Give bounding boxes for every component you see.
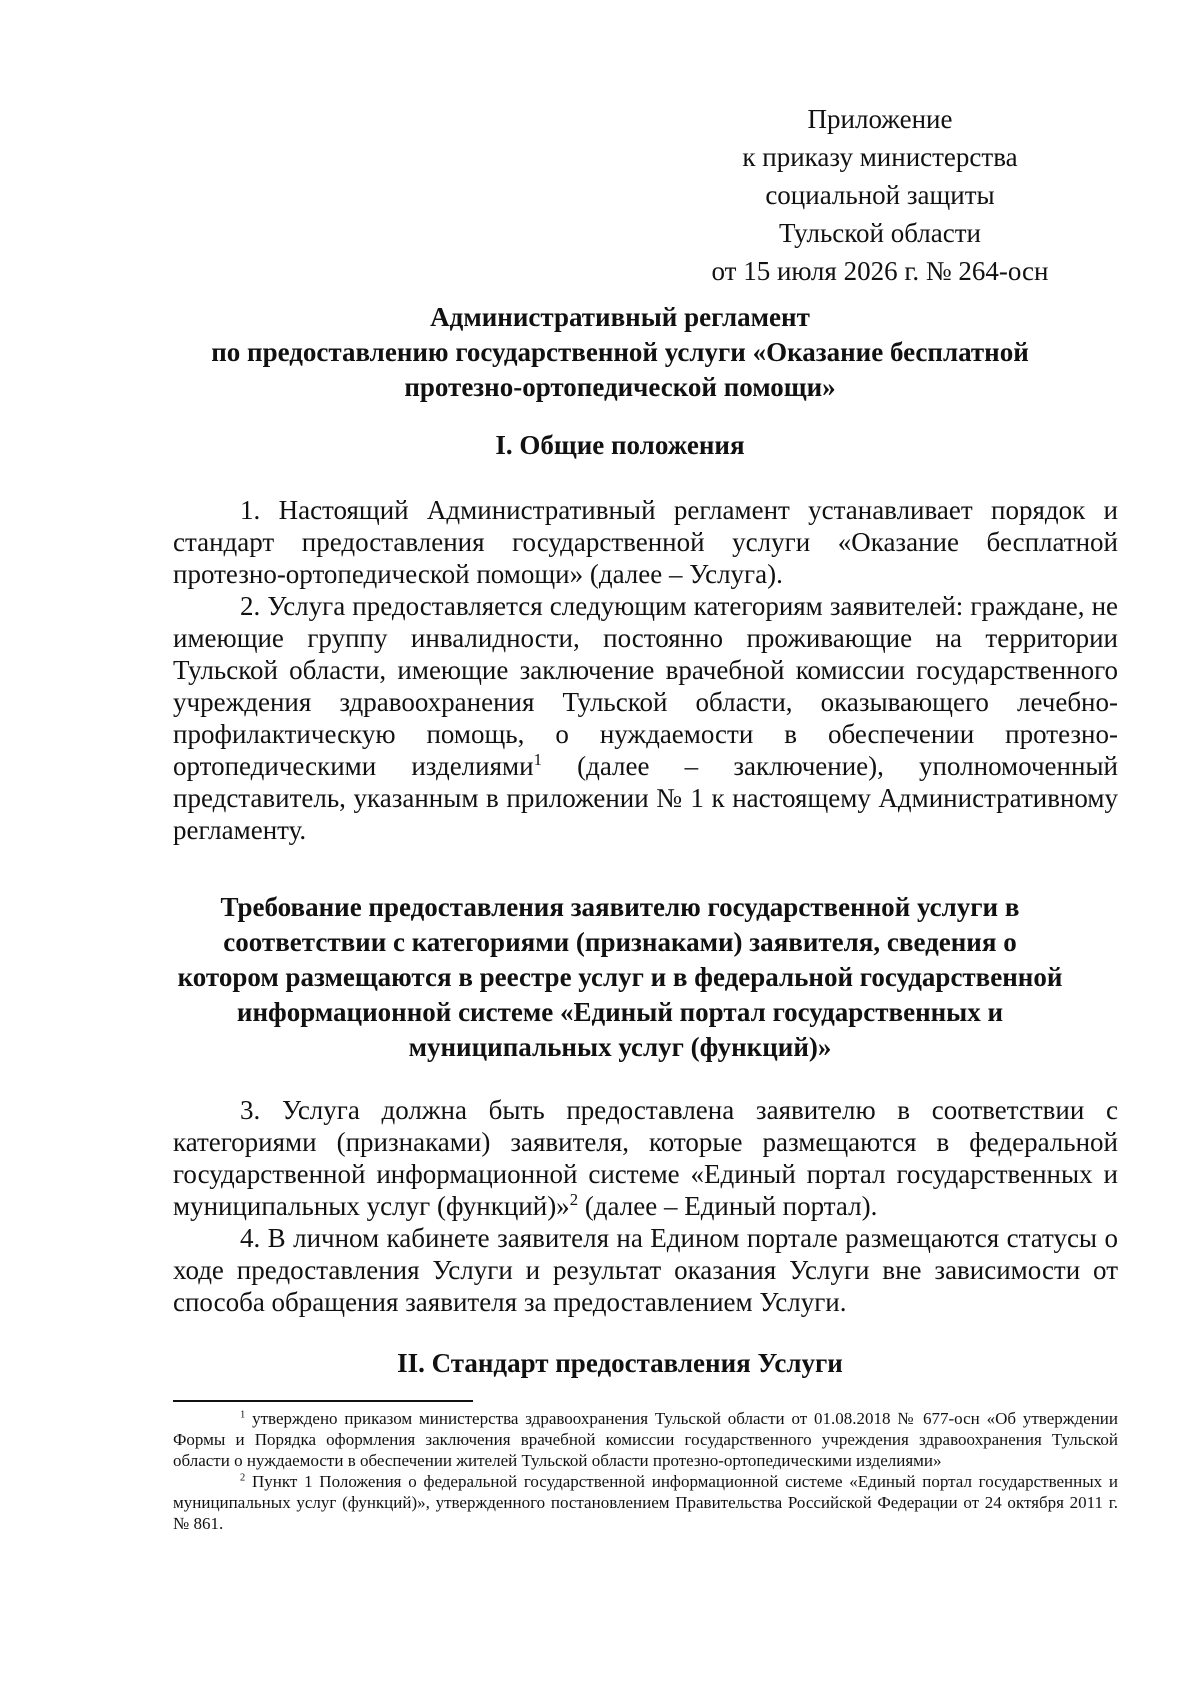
- requirement-heading-line: котором размещаются в реестре услуг и в федеральной государственной: [177, 962, 1063, 992]
- annex-header: [640, 100, 1120, 290]
- requirement-heading-line: муниципальных услуг (функций)»: [408, 1032, 832, 1062]
- footnote-1-text: утверждено приказом министерства здравоохранения Тульской области от 01.08.2018 № 677-осн «Об утверждении Формы и Порядка оформления заключения врачебной комиссии государственного учреждения здравоохранения Тульской области о нуждаемости в обеспечении жителей Тульской области протезно-ортопедическими изделиями»: [173, 1409, 1118, 1470]
- annex-line: социальной защиты: [765, 180, 995, 210]
- annex-date-number: от 15 июля 2026 г. № 264-осн: [711, 256, 1049, 286]
- paragraph-3-tail: (далее – Единый портал).: [578, 1191, 878, 1221]
- paragraph-2-tail: (далее – заключение), уполномоченный представитель, указанным в приложении № 1 к настоящему Административному регламенту.: [173, 751, 1118, 845]
- footnotes: [173, 1408, 1118, 1534]
- title-line: Административный регламент: [430, 302, 810, 332]
- footnote-divider: [173, 1400, 473, 1402]
- title-line: по предоставлению государственной услуги «Оказание бесплатной: [211, 337, 1029, 367]
- title-line: протезно-ортопедической помощи»: [404, 372, 836, 402]
- section-heading-general: I. Общие положения: [495, 430, 745, 460]
- paragraph-2-text: 2. Услуга предоставляется следующим категориям заявителей: граждане, не имеющие группу инвалидности, постоянно проживающие на территории Тульской области, имеющие заключение врачебной комиссии государственного учреждения здравоохранения Тульской области, оказывающего лечебно-профилактическую помощь, о нуждаемости в обеспечении протезно-ортопедическими изделиями: [173, 591, 1118, 781]
- paragraph-3-text: 3. Услуга должна быть предоставлена заявителю в соответствии с категориями (признаками) заявителя, которые размещаются в федеральной государственной информационной системе «Единый портал государственных и муниципальных услуг (функций)»: [173, 1095, 1118, 1221]
- footnote-ref-2: 2: [569, 1190, 579, 1209]
- annex-line: к приказу министерства: [742, 142, 1018, 172]
- requirement-body: [173, 1094, 1118, 1318]
- footnote-2: [173, 1471, 1118, 1534]
- footnote-1-marker: 1: [240, 1409, 246, 1421]
- paragraph-3: [173, 1094, 1118, 1222]
- paragraph-1: 1. Настоящий Административный регламент устанавливает порядок и стандарт предоставления государственной услуги «Оказание бесплатной протезно-ортопедической помощи» (далее – Услуга).: [173, 495, 1118, 589]
- footnote-2-text: Пункт 1 Положения о федеральной государственной информационной системе «Единый портал государственных и муниципальных услуг (функций)», утвержденного постановлением Правительства Российской Федерации от 24 октября 2011 г. № 861.: [173, 1472, 1118, 1533]
- requirement-heading: [120, 890, 1120, 1065]
- requirement-heading-line: соответствии с категориями (признаками) заявителя, сведения о: [223, 927, 1017, 957]
- requirement-heading-line: информационной системе «Единый портал государственных и: [236, 997, 1004, 1027]
- paragraph-4: 4. В личном кабинете заявителя на Едином портале размещаются статусы о ходе предоставления Услуги и результат оказания Услуги вне зависимости от способа обращения заявителя за предоставлением Услуги.: [173, 1223, 1118, 1317]
- document-title: [120, 300, 1120, 405]
- section-general-body: [173, 494, 1118, 846]
- footnote-2-marker: 2: [240, 1472, 246, 1484]
- annex-line: Тульской области: [779, 218, 981, 248]
- footnote-1: [173, 1408, 1118, 1471]
- footnote-ref-1: 1: [533, 750, 542, 769]
- requirement-heading-line: Требование предоставления заявителю государственной услуги в: [220, 892, 1020, 922]
- section-heading-standard: II. Стандарт предоставления Услуги: [397, 1348, 843, 1378]
- annex-line: Приложение: [807, 104, 953, 134]
- paragraph-2: [173, 590, 1118, 846]
